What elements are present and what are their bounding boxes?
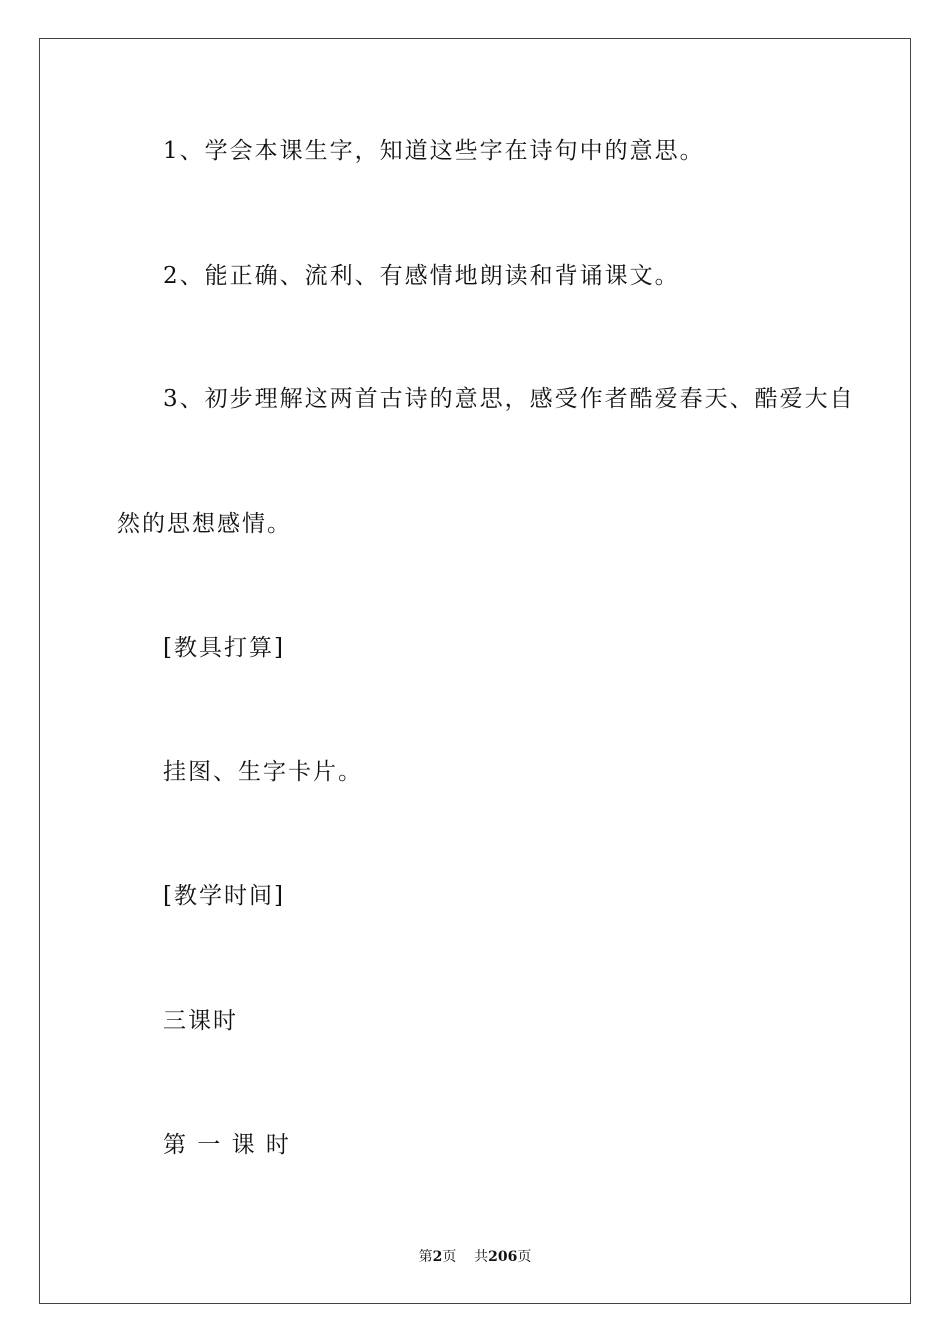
page-prefix: 第: [418, 1249, 433, 1265]
objective-1: 1、学会本课生字，知道这些字在诗句中的意思。: [163, 138, 705, 164]
objective-3-continued: 然的思想感情。: [117, 511, 292, 537]
section-heading-teaching-time: [教学时间]: [163, 883, 285, 909]
objective-2: 2、能正确、流利、有感情地朗读和背诵课文。: [163, 263, 680, 289]
lesson-heading: 第 一 课 时: [163, 1132, 291, 1158]
total-prefix: 共: [474, 1249, 489, 1265]
total-pages: 206: [488, 1249, 518, 1265]
total-suffix: 页: [517, 1249, 532, 1265]
teaching-time-text: 三课时: [163, 1008, 238, 1034]
page-number: 2: [432, 1249, 443, 1265]
objective-3: 3、初步理解这两首古诗的意思，感受作者酷爱春天、酷爱大自: [163, 386, 855, 412]
page-footer: [0, 1247, 950, 1267]
page-suffix: 页: [442, 1249, 457, 1265]
page-frame: [39, 38, 911, 1304]
teaching-aids-text: 挂图、生字卡片。: [163, 759, 363, 785]
section-heading-teaching-aids: [教具打算]: [163, 635, 285, 661]
